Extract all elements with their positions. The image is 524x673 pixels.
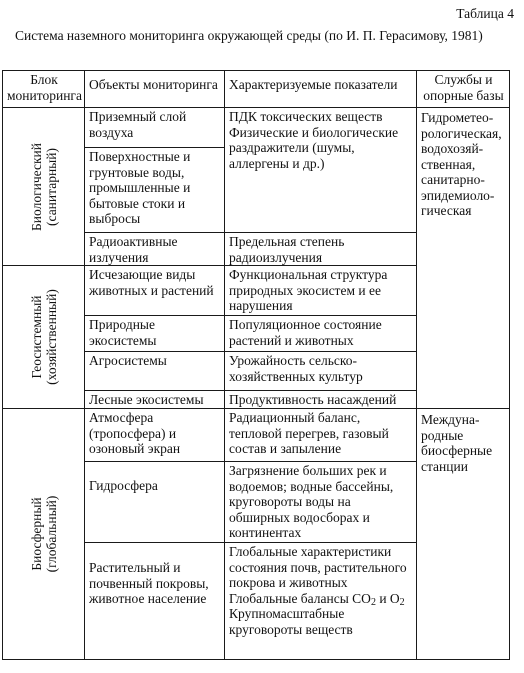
object-cell (85, 316, 225, 352)
block-biological (3, 108, 85, 266)
indicator-line: Популяционное состояние (229, 317, 382, 332)
header-objects-text: Объекты мониторинга (89, 77, 218, 92)
block-label: Биологический (28, 142, 44, 231)
indicator-line: нарушения (229, 298, 293, 313)
formula-subscript: 2 (370, 596, 376, 608)
formula-part: Глобальные балансы CO (229, 590, 371, 606)
indicator-cell (225, 266, 417, 316)
object-line: Исчезающие виды (89, 267, 196, 282)
block-label: Геосистемный (28, 295, 44, 379)
indicator-cell (225, 409, 417, 462)
indicator-line: континентах (229, 525, 302, 540)
header-services-line: опорные базы (423, 87, 504, 103)
header-block-line: мониторинга (7, 87, 82, 103)
indicator-cell (225, 108, 417, 233)
indicator-cell (225, 233, 417, 266)
services-line: станции (421, 458, 468, 474)
services-cell (417, 409, 509, 659)
indicator-line: Глобальные характеристики (229, 544, 392, 559)
header-indicators (225, 71, 417, 108)
object-line: экосистемы (89, 332, 157, 348)
header-objects (85, 71, 225, 108)
indicator-line: круговороты веществ (229, 621, 353, 637)
object-line: озоновый экран (89, 441, 181, 456)
block-label: Биосферный (28, 497, 44, 571)
indicator-line: природных экосистем и ее (229, 282, 381, 298)
object-line: животное население (89, 591, 207, 606)
indicator-line: аллергены и др.) (229, 155, 325, 171)
indicator-line: состав и запыление (229, 441, 342, 456)
header-block (3, 71, 85, 108)
object-line: Радиоактивные (89, 234, 178, 249)
indicator-line: Предельная степень (229, 234, 345, 249)
object-line: бытовые стоки и (89, 195, 186, 211)
object-line: грунтовые воды, (89, 164, 185, 180)
object-cell (85, 543, 225, 659)
object-cell (85, 391, 225, 409)
services-line: Междуна- (421, 412, 480, 427)
block-biosphere (3, 409, 85, 659)
table-number: Таблица 4 (456, 6, 514, 21)
indicator-line: Функциональная структура (229, 267, 388, 282)
object-line: выбросы (89, 211, 141, 226)
services-line: эпидемиоло- (421, 187, 495, 203)
services-line: санитарно- (421, 172, 485, 187)
indicator-line: раздражители (шумы, (229, 140, 355, 155)
services-line: биосферные (421, 443, 493, 458)
object-line: Растительный и (89, 560, 181, 575)
object-line: Природные (89, 317, 155, 332)
object-cell (85, 409, 225, 462)
indicator-cell (225, 352, 417, 391)
header-indicators-text: Характеризуемые показатели (229, 77, 398, 92)
formula-part: и O (375, 590, 400, 606)
services-cell (417, 108, 509, 409)
formula-subscript: 2 (399, 596, 405, 608)
indicator-line: хозяйственных культур (229, 368, 363, 384)
object-cell (85, 233, 225, 266)
indicator-line: круговороты воды на (229, 494, 351, 509)
services-line: родные (421, 427, 464, 443)
block-geosystem (3, 266, 85, 409)
object-line: животных и растений (89, 282, 214, 298)
header-services (417, 71, 509, 108)
object-line: Поверхностные и (89, 149, 191, 164)
indicator-line: водоемов; водные бассейны, (229, 478, 394, 494)
indicator-line: растений и животных (229, 332, 354, 348)
indicator-line: тепловой перегрев, газовый (229, 425, 389, 441)
indicator-line (229, 591, 413, 607)
object-cell (85, 266, 225, 316)
indicator-line: Урожайность сельско- (229, 353, 357, 368)
indicator-line: покрова и животных (229, 575, 348, 590)
indicator-line: Продуктивность насаждений (229, 392, 397, 407)
indicator-line: Радиационный баланс, (229, 410, 361, 425)
indicator-cell (225, 316, 417, 352)
indicator-line: ПДК токсических веществ (229, 109, 383, 124)
services-line: водохозяй- (421, 141, 484, 156)
object-line: (тропосфера) и (89, 425, 177, 441)
object-line: Приземный слой (89, 109, 187, 124)
services-line: ственная, (421, 156, 476, 172)
monitoring-table (2, 70, 510, 660)
object-line: промышленные и (89, 180, 191, 195)
table-caption: Система наземного мониторинга окружающей среды (по И. П. Герасимову, 1981) (15, 28, 483, 43)
indicator-line: обширных водосборах и (229, 509, 370, 525)
indicator-line: состояния почв, растительного (229, 559, 407, 575)
block-sublabel: (глобальный) (43, 495, 59, 573)
object-cell (85, 108, 225, 148)
header-services-line: Службы и (434, 72, 493, 87)
block-sublabel: (хозяйственный) (43, 289, 59, 385)
services-line: Гидрометео- (421, 110, 494, 125)
indicator-line: радиоизлучения (229, 249, 323, 265)
object-line: Агросистемы (89, 353, 167, 368)
object-line: Лесные экосистемы (89, 392, 204, 407)
indicator-cell (225, 543, 417, 659)
object-cell (85, 462, 225, 543)
services-line: рологическая, (421, 125, 502, 141)
services-line: гическая (421, 203, 472, 218)
object-cell (85, 352, 225, 391)
object-line: почвенный покровы, (89, 575, 209, 591)
header-block-line: Блок (30, 72, 58, 87)
indicator-cell (225, 391, 417, 409)
object-line: Атмосфера (89, 410, 154, 425)
object-line: воздуха (89, 124, 134, 140)
object-cell (85, 148, 225, 233)
indicator-line: Крупномасштабные (229, 606, 345, 621)
object-line: излучения (89, 249, 149, 265)
object-line: Гидросфера (89, 478, 158, 493)
block-sublabel: (санитарный) (43, 147, 59, 226)
indicator-line: Загрязнение больших рек и (229, 463, 387, 478)
indicator-line: Физические и биологические (229, 124, 399, 140)
indicator-cell (225, 462, 417, 543)
